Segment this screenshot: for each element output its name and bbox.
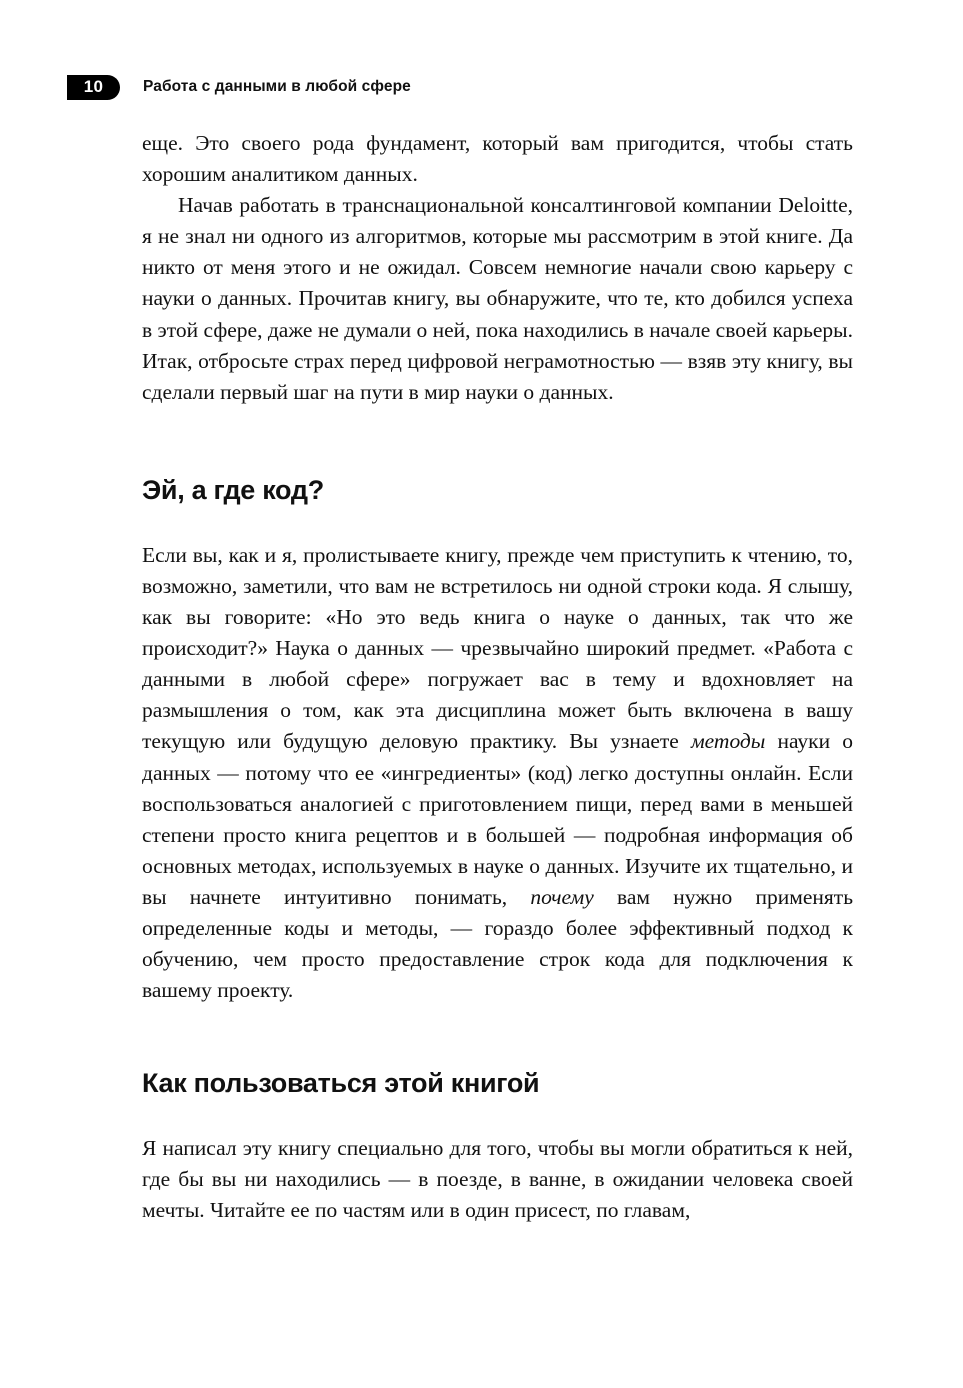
section-heading-where-is-code: Эй, а где код? bbox=[142, 474, 324, 505]
page-content bbox=[142, 128, 853, 1227]
section-heading-how-to-use: Как пользоваться этой книгой bbox=[142, 1068, 540, 1099]
paragraph-deloitte: Начав работать в транснациональной консалтинговой компании Deloitte, я не знал ни одного из алгоритмов, которые мы рассмотрим в этой книге. Да никто от меня этого и не ожидал. Совсем немногие начали свою карьеру с науки о данных. Прочитав книгу, вы обнаружите, что те, кто добился успеха в этой сфере, даже не думали о ней, пока находились в начале своей карьеры. Итак, отбросьте страх перед цифровой неграмотностью — взяв эту книгу, вы сделали первый шаг на пути в мир науки о данных. bbox=[142, 193, 853, 404]
paragraph-how-to-use: Я написал эту книгу специально для того, чтобы вы могли обратиться к ней, где бы вы ни находились — в поезде, в ванне, в ожидании человека своей мечты. Читайте ее по частям или в один присест, по главам, bbox=[142, 1136, 853, 1223]
emphasis-methods: методы bbox=[690, 729, 766, 754]
page-number: 10 bbox=[67, 75, 120, 100]
paragraph-no-code-part-3: вам нужно применять определенные коды и методы, — гораздо более эффективный подход к обучению, чем просто предоставление строк кода для подключения к вашему проекту. bbox=[142, 884, 854, 1003]
paragraph-no-code-part-1: Если вы, как и я, пролистываете книгу, прежде чем приступить к чтению, то, возможно, заметили, что вам не встретилось ни одной строки кода. Я слышу, как вы говорите: «Но это ведь книга о науке о данных, так что же происходит?» Наука о данных — чрезвычайно широкий предмет. «Работа с данными в любой сфере» погружает вас в тему и вдохновляет на размышления о том, как эта дисциплина может быть включена в вашу текущую или будущую деловую практику. Вы узнаете bbox=[142, 542, 853, 754]
paragraph-no-code bbox=[142, 540, 853, 1006]
running-title: Работа с данными в любой сфере bbox=[143, 78, 411, 95]
emphasis-why: почему bbox=[530, 884, 594, 909]
paragraph-continued: еще. Это своего рода фундамент, который вам пригодится, чтобы стать хорошим аналитиком данных. bbox=[142, 131, 853, 187]
paragraph-no-code-part-2: науки о данных — потому что ее «ингредиенты» (код) легко доступны онлайн. Если воспользоваться аналогией с приготовлением пищи, перед вами в меньшей степени просто книга рецептов и в большей — подробная информация об основных методах, используемых в науке о данных. Изучите их тщательно, и вы начнете интуитивно понимать, bbox=[142, 729, 853, 909]
page-header bbox=[67, 74, 411, 100]
